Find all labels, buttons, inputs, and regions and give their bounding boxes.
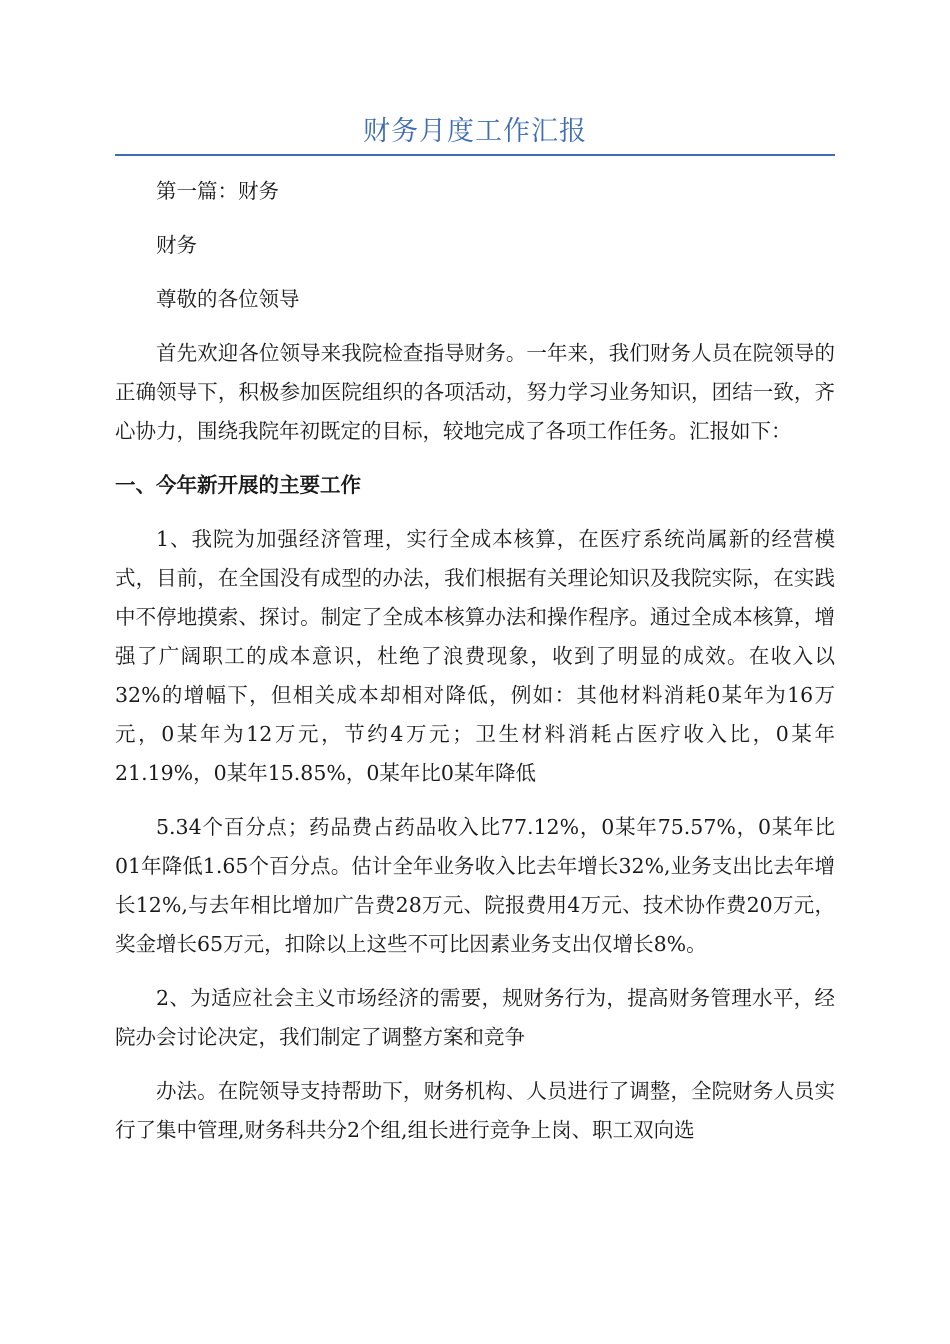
paragraph-item-1: 1、我院为加强经济管理，实行全成本核算，在医疗系统尚属新的经营模式，目前，在全国没有成型的办法，我们根据有关理论知识及我院实际，在实践中不停地摸索、探讨。制定了全成本核算办法和操作程序。通过全成本核算，增强了广阔职工的成本意识，杜绝了浪费现象，收到了明显的成效。在收入以32%的增幅下，但相关成本却相对降低，例如：其他材料消耗0某年为16万元，0某年为12万元，节约4万元；卫生材料消耗占医疗收入比，0某年21.19%，0某年15.85%，0某年比0某年降低 [115, 527, 835, 785]
paragraph-intro: 首先欢迎各位领导来我院检查指导财务。一年来，我们财务人员在院领导的正确领导下，积极参加医院组织的各项活动，努力学习业务知识，团结一致，齐心协力，围绕我院年初既定的目标，较地完成了各项工作任务。汇报如下： [115, 341, 835, 443]
section-heading: 一、今年新开展的主要工作 [115, 473, 361, 497]
paragraph-salutation: 尊敬的各位领导 [156, 287, 300, 311]
paragraph-chapter: 第一篇：财务 [156, 179, 279, 203]
paragraph-item-2: 2、为适应社会主义市场经济的需要，规财务行为，提高财务管理水平，经院办会讨论决定，我们制定了调整方案和竞争 [115, 986, 835, 1049]
paragraph-item-2-continued: 办法。在院领导支持帮助下，财务机构、人员进行了调整，全院财务人员实行了集中管理,财务科共分2个组,组长进行竞争上岗、职工双向选 [115, 1079, 835, 1142]
paragraph-item-1-continued: 5.34个百分点；药品费占药品收入比77.12%，0某年75.57%，0某年比01年降低1.65个百分点。估计全年业务收入比去年增长32%,业务支出比去年增长12%,与去年相比增加广告费28万元、院报费用4万元、技术协作费20万元，奖金增长65万元，扣除以上这些不可比因素业务支出仅增长8%。 [115, 815, 835, 956]
document-body [115, 172, 835, 1150]
title-underline [115, 154, 835, 156]
paragraph-topic: 财务 [156, 233, 197, 257]
document-title: 财务月度工作汇报 [363, 116, 587, 147]
